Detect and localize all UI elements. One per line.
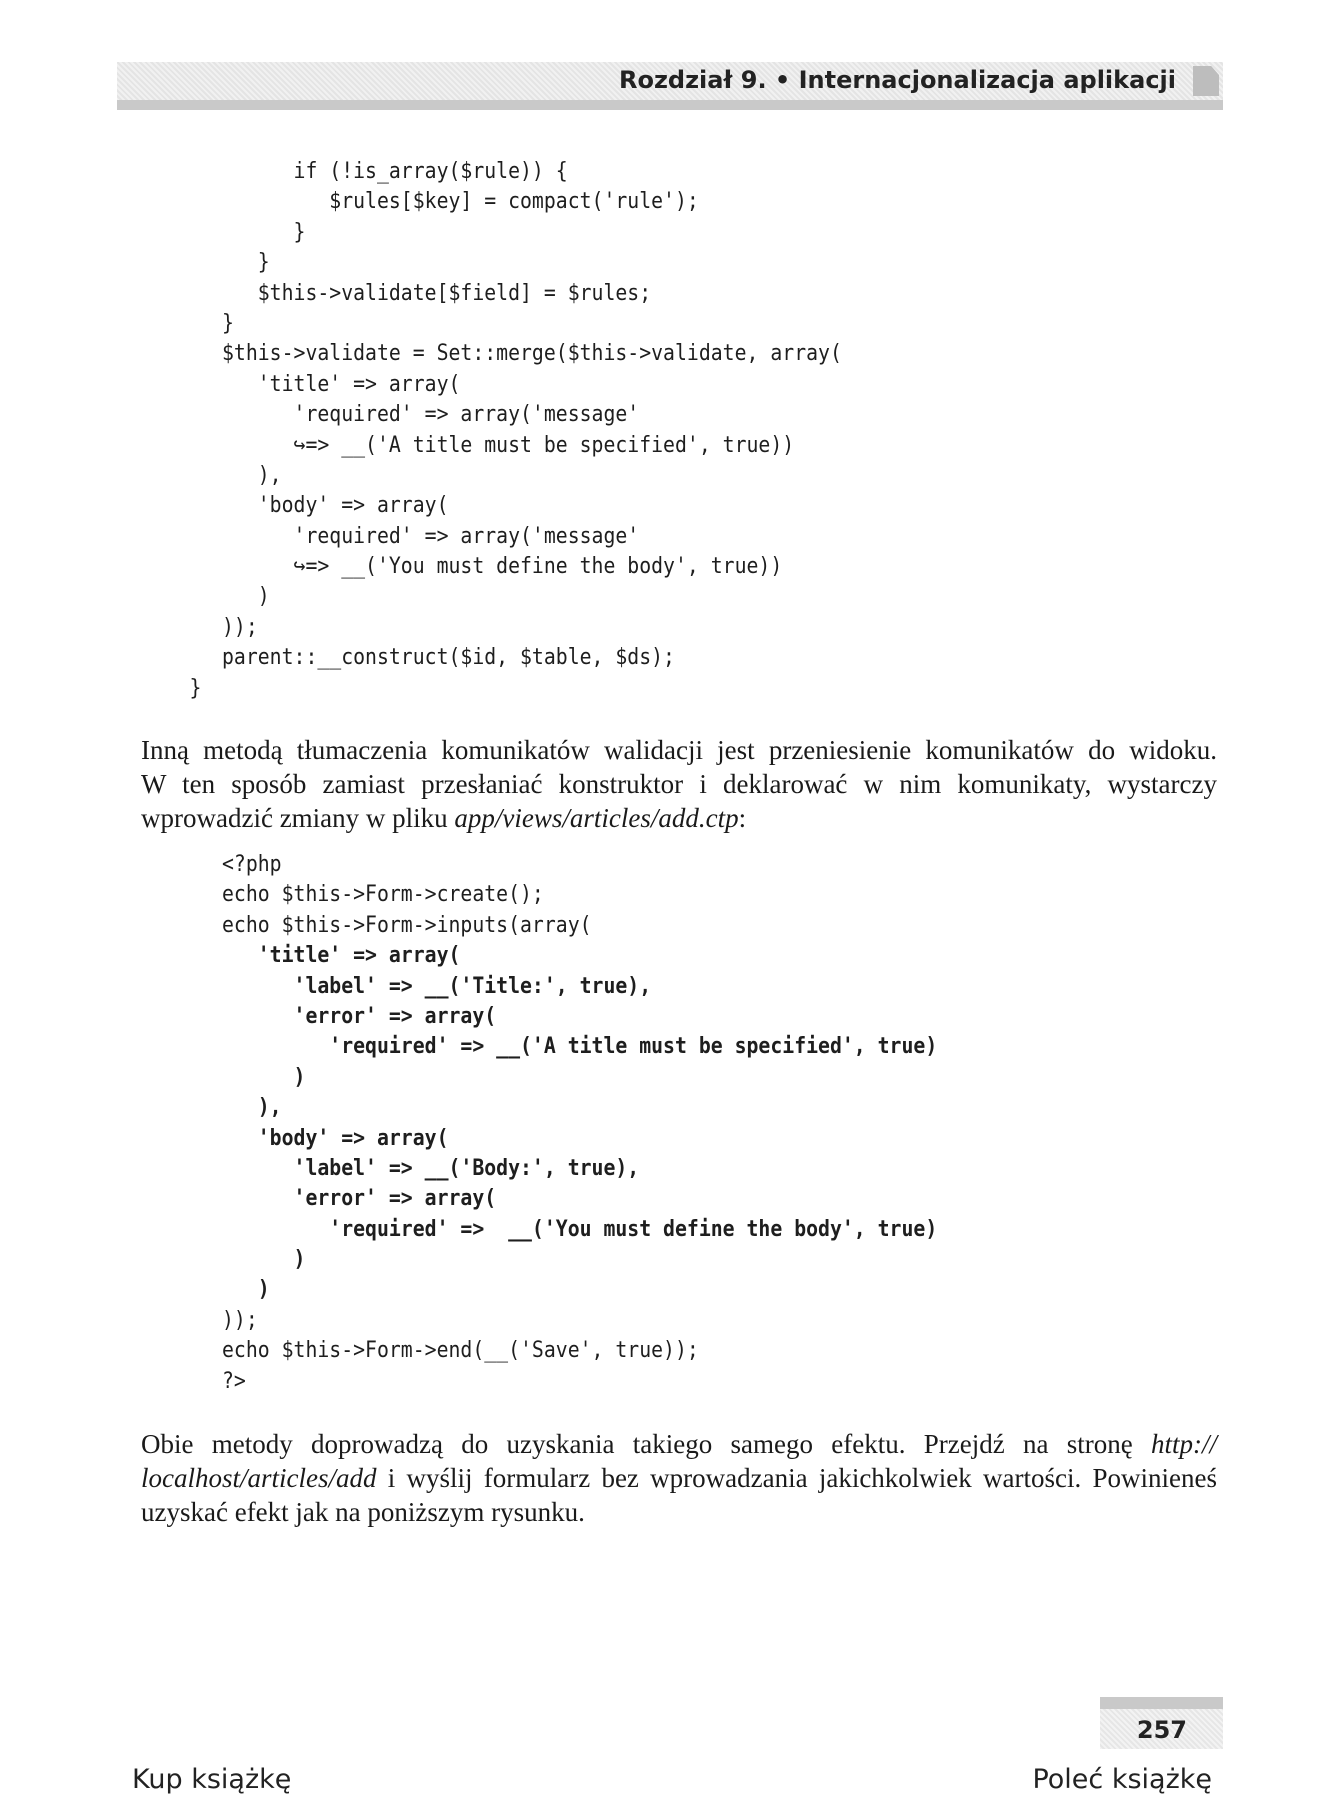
- code-line-bold: 'required' => __('You must define the body', true): [222, 1215, 938, 1242]
- code-line-bold: 'title' => array(: [222, 942, 461, 969]
- code-line-bold: 'body' => array(: [222, 1124, 449, 1151]
- code-line: }: [222, 309, 234, 336]
- chapter-title: Rozdział 9. • Internacjonalizacja aplikacji: [618, 66, 1176, 94]
- code-line: ));: [222, 1306, 258, 1333]
- code-line-bold: ): [222, 1246, 306, 1273]
- code-line-bold: ): [222, 1063, 306, 1090]
- code-line: echo $this->Form->end(__('Save', true));: [222, 1337, 699, 1364]
- code-line-bold: ),: [222, 1094, 282, 1121]
- code-line-bold: 'error' => array(: [222, 1002, 497, 1029]
- code-line: ): [222, 583, 270, 610]
- code-line: ));: [222, 613, 258, 640]
- code-block-constructor: [189, 156, 842, 703]
- paragraph-line: [141, 801, 1217, 835]
- code-line: 'required' => array('message': [222, 522, 640, 549]
- code-line-bold: 'required' => __('A title must be specified', true): [222, 1033, 938, 1060]
- page-number-band: [1100, 1697, 1223, 1709]
- paragraph-line: W ten sposób zamiast przesłaniać konstruktor i deklarować w nim komunikaty, wystarczy: [141, 769, 1217, 799]
- code-line-bold: 'error' => array(: [222, 1185, 497, 1212]
- header-rule: [117, 100, 1223, 110]
- buy-book-link[interactable]: Kup książkę: [132, 1764, 292, 1795]
- code-line-bold: 'label' => __('Body:', true),: [222, 1154, 640, 1181]
- code-line: 'required' => array('message': [222, 401, 640, 428]
- code-block-view: [222, 849, 937, 1396]
- code-line-bold: 'label' => __('Title:', true),: [222, 972, 652, 999]
- code-line: }: [222, 218, 306, 245]
- code-line-closing-brace: }: [189, 674, 202, 701]
- file-path: app/views/articles/add.ctp: [454, 803, 739, 833]
- paragraph-validation-messages: [141, 733, 1217, 835]
- page-number: 257: [1136, 1716, 1187, 1744]
- paragraph-line: Inną metodą tłumaczenia komunikatów walidacji jest przeniesienie komunikatów do widoku.: [141, 735, 1217, 765]
- paragraph-line: [141, 1427, 1217, 1461]
- url: http://: [1151, 1429, 1217, 1459]
- paragraph-text: Obie metody doprowadzą do uzyskania takiego samego efektu. Przejdź na stronę: [141, 1429, 1151, 1459]
- code-line: 'title' => array(: [222, 370, 461, 397]
- paragraph-text: i wyślij formularz bez wprowadzania jakichkolwiek wartości. Powinieneś: [376, 1463, 1217, 1493]
- code-line: ↪=> __('A title must be specified', true)): [222, 431, 795, 458]
- paragraph-result: [141, 1427, 1217, 1529]
- code-line: 'body' => array(: [222, 492, 449, 519]
- code-line: echo $this->Form->inputs(array(: [222, 911, 592, 938]
- code-line: }: [222, 249, 270, 276]
- url: localhost/articles/add: [141, 1463, 377, 1493]
- code-line: $this->validate = Set::merge($this->validate, array(: [222, 340, 842, 367]
- code-line: <?php: [222, 851, 282, 877]
- paragraph-text: :: [738, 803, 747, 833]
- code-line: parent::__construct($id, $table, $ds);: [222, 644, 675, 671]
- code-line: ),: [222, 461, 282, 488]
- code-line: $rules[$key] = compact('rule');: [222, 188, 699, 215]
- code-line: ↪=> __('You must define the body', true)): [222, 553, 783, 580]
- paragraph-line: [141, 1461, 1217, 1495]
- code-line: $this->validate[$field] = $rules;: [222, 279, 652, 306]
- code-line: if (!is_array($rule)) {: [222, 158, 568, 184]
- code-line-bold: ): [222, 1276, 270, 1303]
- code-line: ?>: [222, 1367, 246, 1394]
- code-line: echo $this->Form->create();: [222, 881, 544, 908]
- recommend-book-link[interactable]: Poleć książkę: [1032, 1764, 1212, 1795]
- paragraph-line: uzyskać efekt jak na poniższym rysunku.: [141, 1497, 585, 1527]
- paragraph-text: wprowadzić zmiany w pliku: [141, 803, 455, 833]
- page-tab-marker: [1193, 66, 1219, 96]
